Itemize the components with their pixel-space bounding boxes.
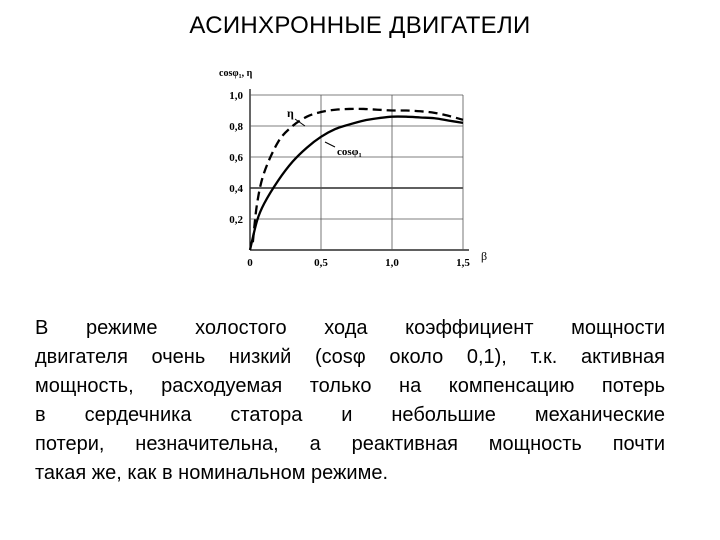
paragraph-line: такая же, как в номинальном режиме.	[35, 462, 388, 484]
y-tick-label: 0,8	[229, 121, 243, 133]
x-tick-label: 1,5	[456, 257, 470, 269]
y-axis-label: cosφ₁, η	[219, 68, 253, 79]
eta-curve	[253, 109, 463, 242]
paragraph-line: В режиме холостого хода коэффициент мощности	[35, 317, 665, 339]
paragraph-line: в сердечника статора и небольшие механические	[35, 404, 665, 426]
series-label-cosphi: cosφ₁	[337, 146, 362, 158]
paragraph-line: мощность, расходуемая только на компенсацию потерь	[35, 375, 665, 397]
x-axis-label: β	[481, 249, 488, 263]
chart-svg	[205, 62, 505, 280]
y-tick-label: 0,4	[229, 183, 243, 195]
y-tick-label: 0,6	[229, 152, 243, 164]
efficiency-powerfactor-chart	[205, 62, 505, 280]
paragraph-line: потери, незначительна, а реактивная мощность почти	[35, 433, 665, 455]
y-tick-label: 0,2	[229, 214, 243, 226]
x-tick-label: 1,0	[385, 257, 399, 269]
series-label-eta: η	[287, 106, 294, 120]
cosphi-curve	[250, 117, 463, 250]
paragraph-line: двигателя очень низкий (cosφ около 0,1), т.к. активная	[35, 346, 665, 368]
x-tick-label: 0	[247, 257, 253, 269]
explanation-paragraph	[35, 314, 665, 488]
y-tick-label: 1,0	[229, 90, 243, 102]
cosphi-label-leader	[325, 142, 335, 147]
slide-title: АСИНХРОННЫЕ ДВИГАТЕЛИ	[189, 12, 531, 39]
x-tick-label: 0,5	[314, 257, 328, 269]
